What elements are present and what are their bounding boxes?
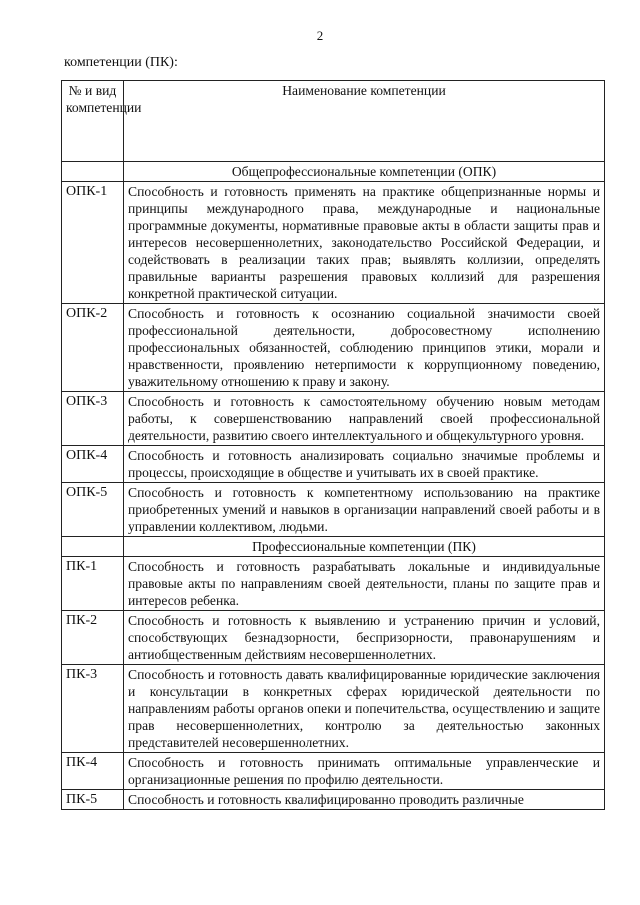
header-code: № и вид компетенции bbox=[62, 81, 124, 162]
page-number: 2 bbox=[316, 28, 324, 43]
competency-code: ПК-1 bbox=[62, 557, 124, 611]
table-row bbox=[62, 557, 605, 611]
competency-code: ПК-4 bbox=[62, 753, 124, 790]
table-header-row bbox=[62, 81, 605, 162]
competency-text: Способность и готовность к самостоятельному обучению новым методам работы, к совершенствованию направлений своей профессиональной деятельности, развитию своего интеллектуального и общекультурного уровня. bbox=[124, 392, 605, 446]
competency-text: Способность и готовность квалифицированно проводить различные bbox=[124, 790, 605, 810]
competency-code: ОПК-1 bbox=[62, 182, 124, 304]
table-row bbox=[62, 304, 605, 392]
competency-code: ПК-5 bbox=[62, 790, 124, 810]
table-row bbox=[62, 611, 605, 665]
table-row bbox=[62, 665, 605, 753]
table-row bbox=[62, 790, 605, 810]
competencies-table bbox=[61, 80, 605, 810]
competency-text: Способность и готовность разрабатывать локальные и индивидуальные правовые акты по направлениям своей деятельности, планы по защите прав и интересов ребенка. bbox=[124, 557, 605, 611]
table-row bbox=[62, 483, 605, 537]
section-heading-opk bbox=[62, 162, 605, 182]
competency-text: Способность и готовность к осознанию социальной значимости своей профессиональной деятельности, добросовестному исполнению профессиональных обязанностей, соблюдению принципов этики, морали и нравственности, проявлению нетерпимости к коррупционному поведению, уважительному отношению к праву и закону. bbox=[124, 304, 605, 392]
section-title: Профессиональные компетенции (ПК) bbox=[124, 537, 605, 557]
competency-code: ПК-2 bbox=[62, 611, 124, 665]
section-title: Общепрофессиональные компетенции (ОПК) bbox=[124, 162, 605, 182]
competency-code: ОПК-2 bbox=[62, 304, 124, 392]
competency-code: ОПК-5 bbox=[62, 483, 124, 537]
competency-text: Способность и готовность к выявлению и устранению причин и условий, способствующих безнадзорности, беспризорности, правонарушениям и антиобщественным действиям несовершеннолетних. bbox=[124, 611, 605, 665]
competency-code: ПК-3 bbox=[62, 665, 124, 753]
section-heading-pk bbox=[62, 537, 605, 557]
competency-code: ОПК-4 bbox=[62, 446, 124, 483]
table-row bbox=[62, 392, 605, 446]
table-row bbox=[62, 753, 605, 790]
competency-code: ОПК-3 bbox=[62, 392, 124, 446]
competency-text: Способность и готовность принимать оптимальные управленческие и организационные решения по профилю деятельности. bbox=[124, 753, 605, 790]
table-row bbox=[62, 182, 605, 304]
competency-text: Способность и готовность к компетентному использованию на практике приобретенных умений и навыков в организации направлений своей работы и в управлении коллективом, людьми. bbox=[124, 483, 605, 537]
table-row bbox=[62, 446, 605, 483]
header-name: Наименование компетенции bbox=[124, 81, 605, 162]
competency-text: Способность и готовность анализировать социально значимые проблемы и процессы, происходящие в обществе и учитывать их в своей практике. bbox=[124, 446, 605, 483]
lead-text: компетенции (ПК): bbox=[64, 55, 178, 70]
competency-text: Способность и готовность применять на практике общепризнанные нормы и принципы международного права, международные и национальные программные документы, нормативные правовые акты в области защиты прав и интересов несовершеннолетних, законодательство Российской Федерации, и содействовать в реализации таких прав; выявлять коллизии, определять правильные варианты разрешения правовых коллизий для разрешения конкретной практической ситуации. bbox=[124, 182, 605, 304]
competency-text: Способность и готовность давать квалифицированные юридические заключения и консультации в конкретных сферах юридической деятельности по направлениям работы органов опеки и попечительства, осуществлению и защите прав несовершеннолетних, контролю за деятельностью законных представителей несовершеннолетних. bbox=[124, 665, 605, 753]
